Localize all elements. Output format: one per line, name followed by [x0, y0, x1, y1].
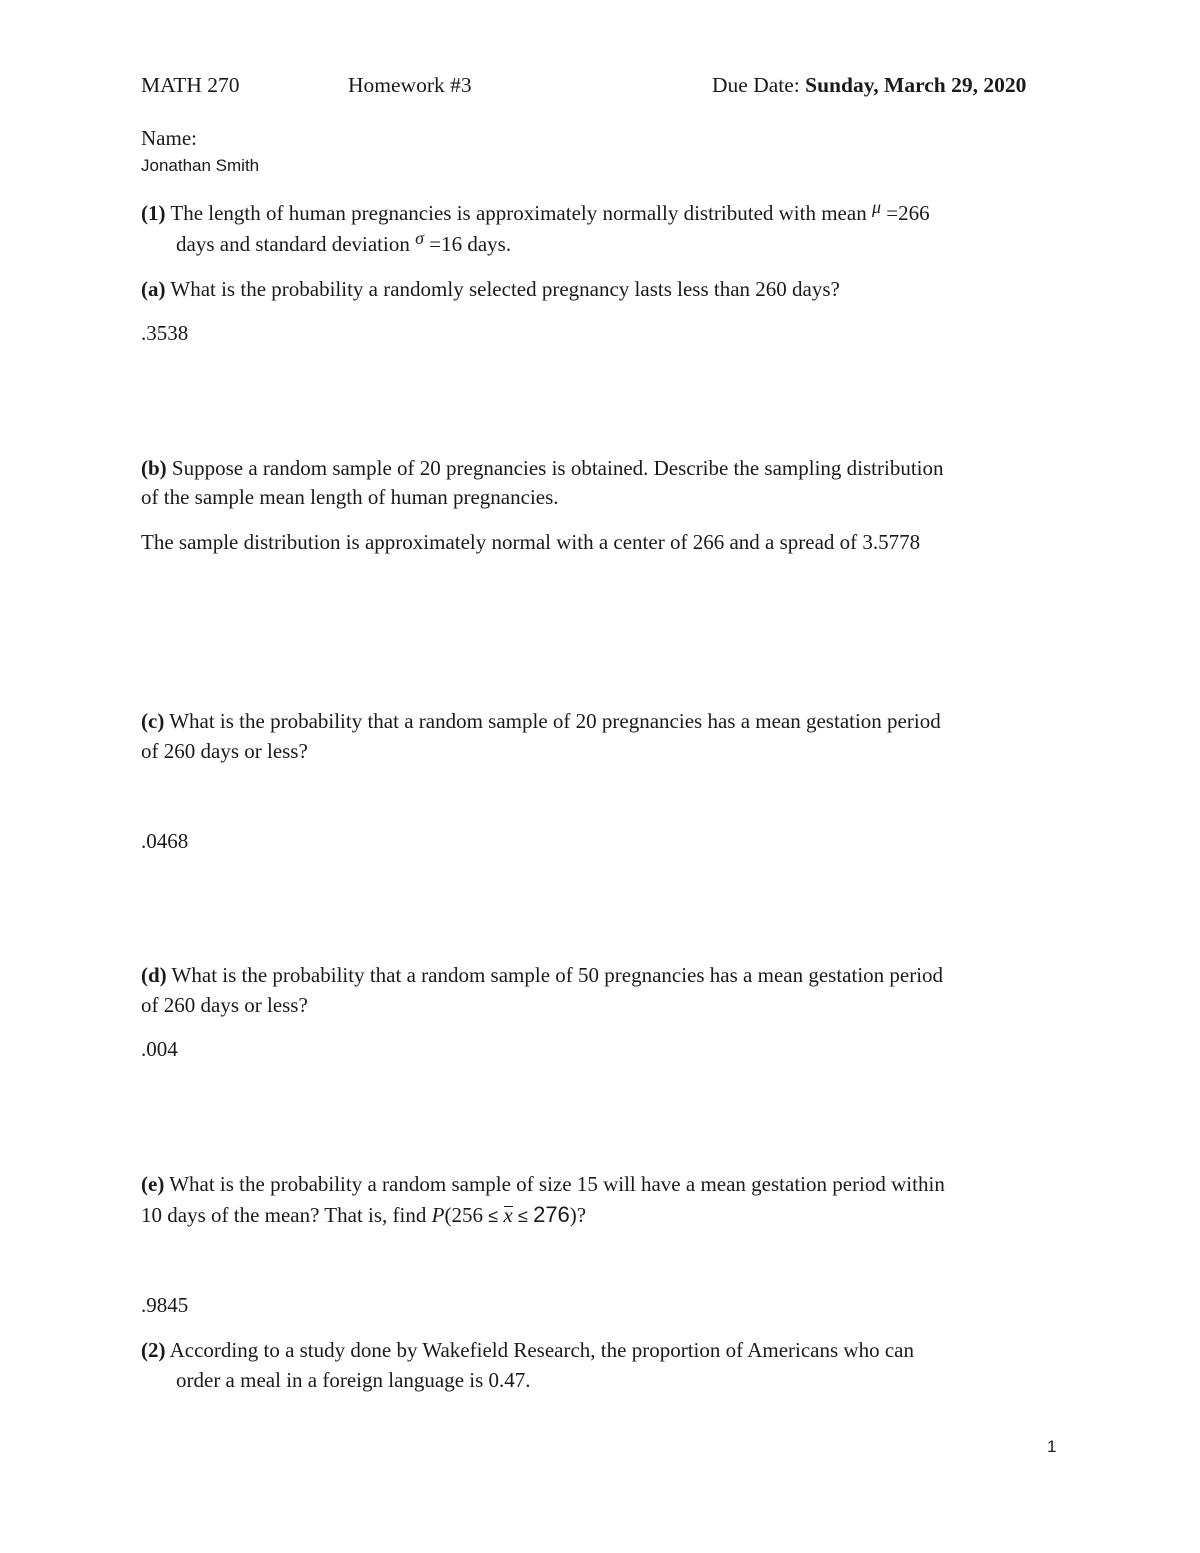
part-e-text-2b: (256: [444, 1203, 489, 1227]
p-symbol: P: [431, 1203, 445, 1227]
part-a-label: (a): [141, 277, 166, 301]
part-a-text: What is the probability a randomly selected pregnancy lasts less than 260 days?: [170, 277, 840, 301]
problem1-number: (1): [141, 201, 166, 225]
due-date-line: [712, 75, 1026, 97]
part-b-answer: The sample distribution is approximately normal with a center of 266 and a spread of 3.5778: [141, 530, 921, 554]
name-label: Name:: [141, 126, 197, 150]
part-b-question-line2: of the sample mean length of human pregnancies.: [141, 485, 559, 509]
upper-bound: 276: [533, 1202, 570, 1227]
part-a-question: [141, 279, 840, 300]
leq-symbol-1: ≤: [488, 1206, 499, 1226]
part-e-text: What is the probability a random sample of size 15 will have a mean gestation period within: [169, 1172, 945, 1196]
problem1-line2: [176, 228, 512, 256]
problem1-text-2b: =16 days.: [429, 232, 512, 256]
part-e-label: (e): [141, 1172, 165, 1196]
problem1-line1: [141, 197, 930, 225]
part-c-label: (c): [141, 709, 165, 733]
part-e-text-2a: 10 days of the mean? That is, find: [141, 1203, 432, 1227]
part-e-question-line1: [141, 1174, 945, 1195]
part-e-text-2c: )?: [569, 1203, 587, 1227]
part-e-question-line2: [141, 1204, 586, 1226]
part-d-text: What is the probability that a random sample of 50 pregnancies has a mean gestation period: [171, 963, 944, 987]
part-c-text: What is the probability that a random sample of 20 pregnancies has a mean gestation period: [169, 709, 941, 733]
student-name: Jonathan Smith: [141, 156, 260, 175]
leq-symbol-2: ≤: [517, 1206, 528, 1226]
part-c-question-line2: of 260 days or less?: [141, 739, 308, 763]
problem2-line1: [141, 1340, 914, 1361]
part-b-label: (b): [141, 456, 167, 480]
part-e-answer: .9845: [141, 1293, 189, 1317]
problem1-text: The length of human pregnancies is approximately normally distributed with mean: [170, 201, 867, 225]
due-date-label: Due Date:: [712, 73, 800, 97]
part-d-question-line2: of 260 days or less?: [141, 993, 308, 1017]
part-d-label: (d): [141, 963, 167, 987]
part-d-question-line1: [141, 965, 943, 986]
page-number: 1: [1047, 1437, 1057, 1456]
problem2-number: (2): [141, 1338, 166, 1362]
part-b-question-line1: [141, 458, 944, 479]
problem2-line2: order a meal in a foreign language is 0.47.: [176, 1368, 531, 1392]
due-date-value: Sunday, March 29, 2020: [805, 73, 1027, 97]
part-c-answer: .0468: [141, 829, 189, 853]
mu-value: =266: [886, 201, 930, 225]
course-code: MATH 270: [141, 73, 240, 97]
problem1-text-2a: days and standard deviation: [176, 232, 410, 256]
mu-symbol: μ: [871, 197, 881, 217]
part-c-question-line1: [141, 711, 941, 732]
assignment-title: Homework #3: [348, 73, 472, 97]
part-a-answer: .3538: [141, 321, 189, 345]
x-bar-symbol: x: [503, 1203, 513, 1227]
sigma-symbol: σ: [415, 228, 424, 248]
part-b-text: Suppose a random sample of 20 pregnancies is obtained. Describe the sampling distribution: [171, 456, 944, 480]
part-d-answer: .004: [141, 1037, 178, 1061]
problem2-text: According to a study done by Wakefield Research, the proportion of Americans who can: [169, 1338, 914, 1362]
